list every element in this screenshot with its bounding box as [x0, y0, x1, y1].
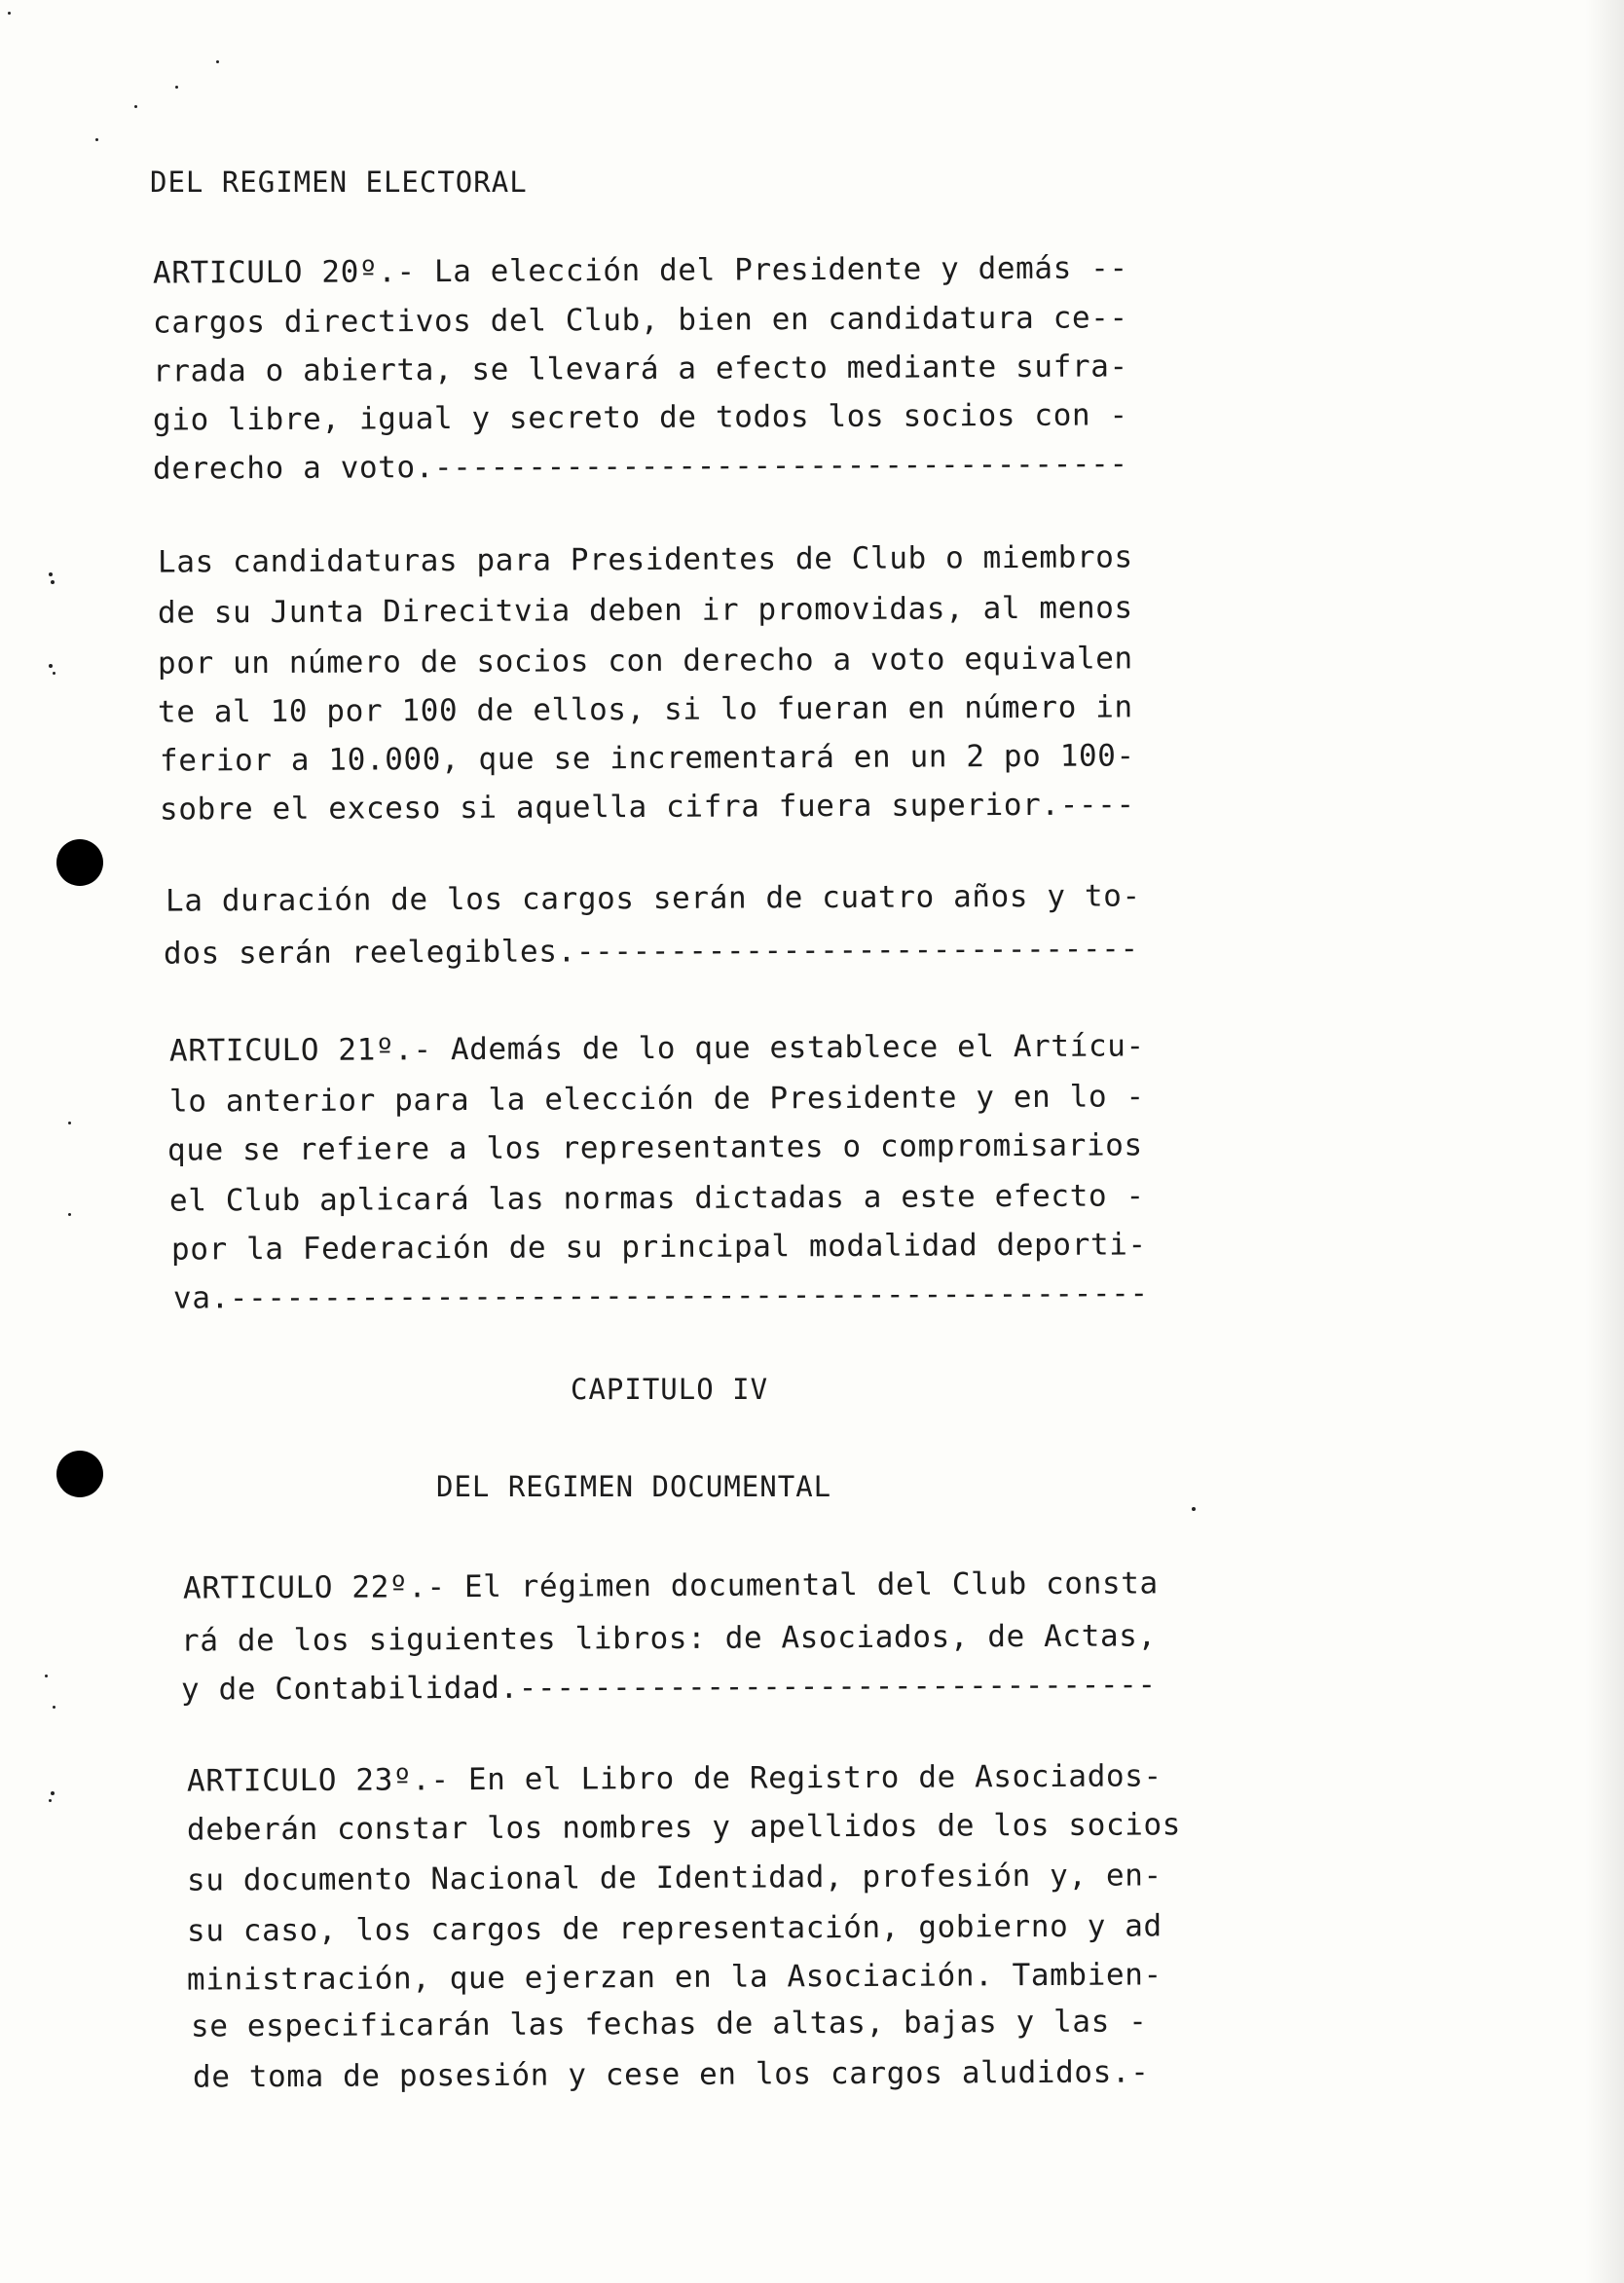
- speck: [68, 1213, 71, 1216]
- duracion-line: dos serán reelegibles.------------------------------: [163, 931, 1139, 972]
- chapter-heading: CAPITULO IV: [571, 1373, 769, 1406]
- speck: [45, 1675, 48, 1677]
- section-heading-electoral: DEL REGIMEN ELECTORAL: [150, 166, 528, 199]
- article-20-line: rrada o abierta, se llevará a efecto mediante sufra-: [152, 349, 1128, 389]
- speck: [53, 672, 55, 675]
- article-22-line: ARTICULO 22º.- El régimen documental del Club consta: [182, 1565, 1159, 1606]
- article-23-line: deberán constar los nombres y apellidos de los socios: [186, 1807, 1182, 1848]
- article-22-line: y de Contabilidad.----------------------------------: [180, 1667, 1157, 1708]
- article-22-line: rá de los siguientes libros: de Asociados, de Actas,: [180, 1618, 1157, 1659]
- speck: [216, 60, 219, 63]
- candidaturas-line: por un número de socios con derecho a voto equivalen: [157, 641, 1133, 681]
- candidaturas-line: sobre el exceso si aquella cifra fuera superior.----: [159, 787, 1135, 828]
- speck: [175, 86, 178, 89]
- speck: [49, 664, 53, 668]
- candidaturas-line: te al 10 por 100 de ellos, si lo fueran en número in: [157, 689, 1133, 730]
- speck: [95, 138, 98, 141]
- article-21-line: ARTICULO 21º.- Además de lo que establece el Artícu-: [168, 1028, 1145, 1069]
- speck: [8, 12, 11, 15]
- article-20-line: ARTICULO 20º.- La elección del Presidente y demás --: [152, 250, 1128, 291]
- article-21-line: va.-------------------------------------------------: [172, 1275, 1149, 1316]
- speck: [51, 1791, 55, 1795]
- article-20-line: cargos directivos del Club, bien en candidatura ce--: [152, 300, 1128, 341]
- article-23-line: su documento Nacional de Identidad, profesión y, en-: [186, 1858, 1163, 1898]
- speck: [51, 580, 55, 584]
- speck: [1192, 1507, 1196, 1511]
- speck: [134, 105, 137, 108]
- candidaturas-line: de su Junta Direcitvia deben ir promovidas, al menos: [157, 590, 1133, 631]
- speck: [53, 1706, 55, 1709]
- article-20-line: gio libre, igual y secreto de todos los socios con -: [152, 397, 1128, 438]
- article-21-line: el Club aplicará las normas dictadas a este efecto -: [168, 1178, 1145, 1219]
- section-heading-documental: DEL REGIMEN DOCUMENTAL: [436, 1470, 832, 1503]
- candidaturas-line: ferior a 10.000, que se incrementará en un 2 po 100-: [159, 738, 1135, 779]
- candidaturas-line: Las candidaturas para Presidentes de Club o miembros: [157, 539, 1133, 580]
- article-23-line: ministración, que ejerzan en la Asociación. Tambien-: [186, 1957, 1163, 1998]
- article-21-line: por la Federación de su principal modalidad deporti-: [170, 1227, 1147, 1268]
- speck: [49, 1799, 52, 1802]
- duracion-line: La duración de los cargos serán de cuatro años y to-: [165, 878, 1141, 919]
- article-23-line: de toma de posesión y cese en los cargos aludidos.-: [192, 2054, 1150, 2095]
- speck: [68, 1122, 71, 1124]
- binder-hole-bottom: [56, 1451, 103, 1497]
- page-edge-shadow: [1585, 0, 1624, 2283]
- article-21-line: que se refiere a los representantes o compromisarios: [166, 1127, 1143, 1168]
- article-23-line: su caso, los cargos de representación, gobierno y ad: [186, 1908, 1163, 1949]
- article-23-line: se especificarán las fechas de altas, bajas y las -: [190, 2004, 1148, 2044]
- article-21-line: lo anterior para la elección de Presidente y en lo -: [168, 1079, 1145, 1120]
- article-20-line: derecho a voto.-------------------------------------: [152, 446, 1128, 487]
- speck: [49, 572, 53, 576]
- article-23-line: ARTICULO 23º.- En el Libro de Registro de Asociados-: [186, 1758, 1163, 1799]
- binder-hole-top: [56, 839, 103, 886]
